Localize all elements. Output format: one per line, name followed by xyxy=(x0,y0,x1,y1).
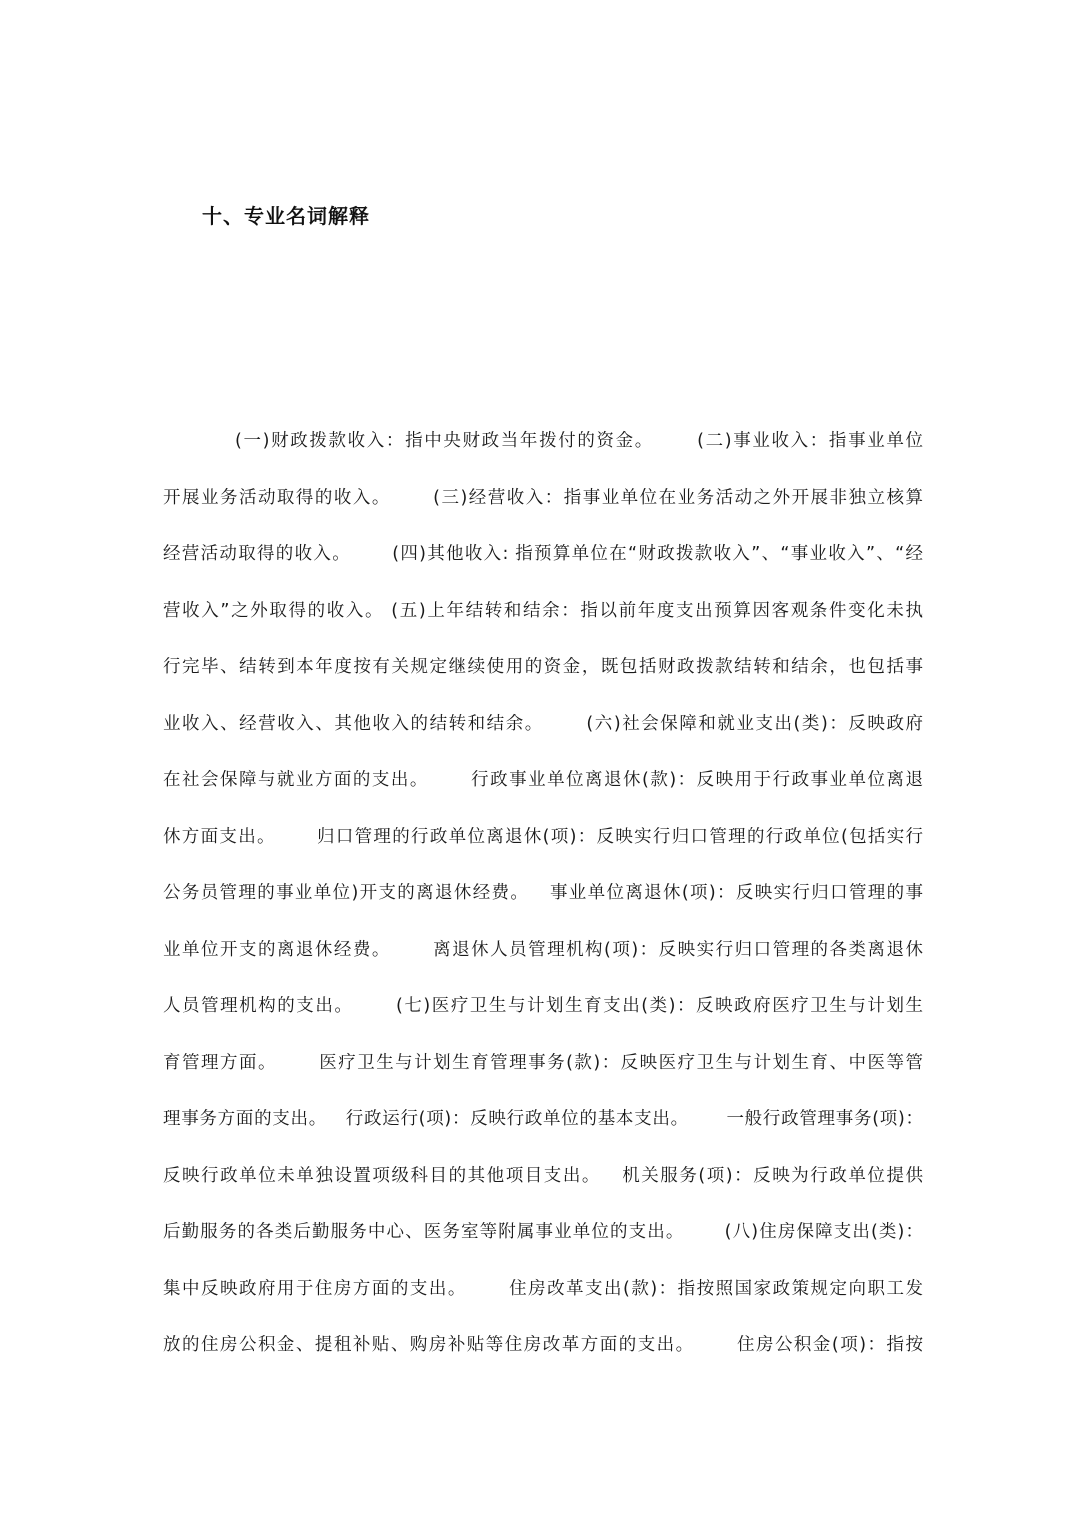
text-line: 育管理方面。 医疗卫生与计划生育管理事务(款)：反映医疗卫生与计划生育、中医等管 xyxy=(163,1052,923,1073)
text-line: 放的住房公积金、提租补贴、购房补贴等住房改革方面的支出。 住房公积金(项)：指按 xyxy=(163,1335,923,1355)
text-line: 业单位开支的离退休经费。 离退休人员管理机构(项)：反映实行归口管理的各类离退休 xyxy=(163,939,923,960)
text-line: 营收入”之外取得的收入。 (五)上年结转和结余：指以前年度支出预算因客观条件变化未执 xyxy=(163,600,923,621)
text-line: 后勤服务的各类后勤服务中心、医务室等附属事业单位的支出。 (八)住房保障支出(类)： xyxy=(163,1222,923,1242)
body-text xyxy=(163,422,923,1383)
text-line: 人员管理机构的支出。 (七)医疗卫生与计划生育支出(类)：反映政府医疗卫生与计划生 xyxy=(163,996,923,1016)
text-line: 公务员管理的事业单位)开支的离退休经费。 事业单位离退休(项)：反映实行归口管理的事 xyxy=(163,883,923,903)
text-line: 在社会保障与就业方面的支出。 行政事业单位离退休(款)：反映用于行政事业单位离退 xyxy=(163,770,923,790)
text-line: (一)财政拨款收入：指中央财政当年拨付的资金。 (二)事业收入：指事业单位 xyxy=(235,431,923,451)
text-line: 反映行政单位未单独设置项级科目的其他项目支出。 机关服务(项)：反映为行政单位提供 xyxy=(163,1165,923,1186)
text-line: 行完毕、结转到本年度按有关规定继续使用的资金，既包括财政拨款结转和结余，也包括事 xyxy=(163,657,923,677)
text-line: 集中反映政府用于住房方面的支出。 住房改革支出(款)：指按照国家政策规定向职工发 xyxy=(163,1278,923,1299)
text-line: 理事务方面的支出。 行政运行(项)：反映行政单位的基本支出。 一般行政管理事务(项)： xyxy=(163,1109,923,1129)
text-line: 业收入、经营收入、其他收入的结转和结余。 (六)社会保障和就业支出(类)：反映政府 xyxy=(163,713,923,734)
page-title: 十、专业名词解释 xyxy=(202,204,370,228)
text-line: 休方面支出。 归口管理的行政单位离退休(项)：反映实行归口管理的行政单位(包括实行 xyxy=(163,826,923,847)
text-line: 开展业务活动取得的收入。 (三)经营收入：指事业单位在业务活动之外开展非独立核算 xyxy=(163,487,923,508)
text-line: 经营活动取得的收入。 (四)其他收入: 指预算单位在“财政拨款收入”、“事业收入”、“经 xyxy=(163,544,923,564)
